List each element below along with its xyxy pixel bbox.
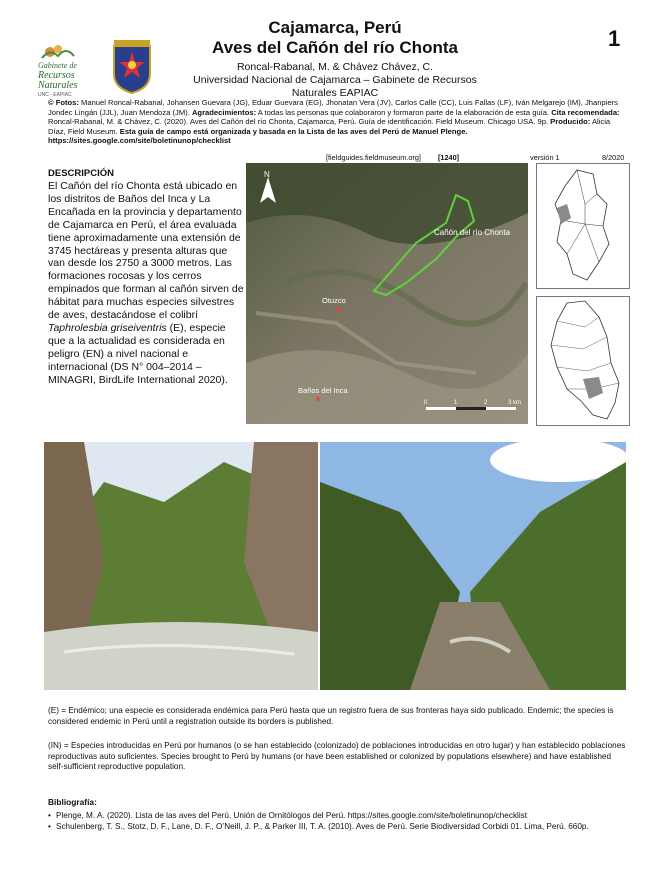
cajamarca-locator-map [536, 163, 630, 289]
gabinete-logo [36, 42, 98, 98]
page-title-location: Cajamarca, Perú [268, 18, 402, 37]
bibliography-list [48, 811, 628, 832]
ack-label: Agradecimientos: [191, 107, 257, 117]
svg-text:N: N [264, 170, 270, 179]
page-number: 1 [608, 26, 621, 51]
page-title-guide: Aves del Cañón del río Chonta [212, 38, 458, 57]
canyon-river-photo-2 [320, 442, 626, 690]
produced-label: Producido: [550, 117, 591, 127]
svg-text:3 km: 3 km [508, 400, 522, 406]
bibliography-item: • Schulenberg, T. S., Stotz, D. F., Lane, D. F., O’Neill, J. P., & Parker III, T. A. (2010). Aves de Perú. Serie Biodiversidad Corbidi 01. Lima, Perú. 660p. [48, 822, 628, 833]
svg-text:Gabinete de: Gabinete de [38, 61, 77, 70]
institution-line-1: Universidad Nacional de Cajamarca – Gabinete de Recursos [193, 74, 477, 86]
svg-text:1: 1 [454, 400, 458, 406]
banos-label: Baños del Inca [298, 386, 348, 395]
species-name: Taphrolesbia griseiventris [48, 321, 167, 334]
banos-marker [316, 397, 320, 401]
institution-line-2: Naturales EAPIAC [291, 87, 379, 99]
introduced-note: (IN) = Especies introducidas en Perú por humanos (o se han establecido (colonizado) de poblaciones introducidas en otro lugar) y han establecido poblaciones reproductivas auto suficientes. Species brought to Perú by humans (or have been established or colonized by populations elsewhere) and have established self-sufficient reproductive population. [48, 741, 626, 771]
institution [150, 74, 520, 100]
checklist-note: Esta guía de campo está organizada y basada en la Lista de las aves del Perú de Manuel Plenge. https://sites.google.com/site/boletinunop/checklist [48, 126, 468, 146]
description-heading: DESCRIPCIÓN [48, 168, 114, 179]
bibliography-item: • Plenge, M. A. (2020). Lista de las aves del Perú. Unión de Ornitólogos del Perú. https://sites.google.com/site/boletinunop/checklist [48, 811, 628, 822]
svg-text:0: 0 [424, 400, 428, 406]
credits-block [48, 98, 628, 146]
peru-locator-map [536, 296, 630, 426]
description-text [48, 180, 244, 387]
study-area-label: Cañón del río Chonta [434, 228, 511, 237]
endemic-note: (E) = Endémico; una especie es considerada endémica para Perú hasta que un registro fuera de sus fronteras haya sido publicado. Endemic; the species is considered endemic in Perú until a registration outside its borders is published. [48, 706, 614, 726]
otuzco-marker [336, 307, 340, 311]
svg-text:2: 2 [484, 400, 488, 406]
site-url: [fieldguides.fieldmuseum.org] [326, 153, 421, 162]
canyon-river-photo-1 [44, 442, 318, 690]
citation-label: Cita recomendada: [551, 107, 620, 117]
description-body-start: El Cañón del río Chonta está ubicado en los distritos de Baños del Inca y La Encañada en la provincia y departamento de Cajamarca en Perú, el área evaluada tiene aproximadamente una extensión de 3745 hectáreas y presenta alturas que van desde los 2750 a 3000 metros. Las formaciones rocosas y los cerros empinados que forman al cañón sirven de hábitat para muchas especies silvestres de aves, destacándose el colibrí [48, 180, 244, 322]
ack-text: A todas las personas que colaboraron y formaron parte de la elaboración de esta guía. [257, 107, 550, 117]
svg-text:Naturales: Naturales [38, 80, 78, 91]
university-crest-logo [110, 38, 154, 94]
produced-text: Alicia Díaz, Field Museum. [48, 117, 611, 136]
guide-id: [1240] [438, 153, 460, 162]
date-label: 8/2020 [602, 153, 625, 162]
photos-label: © Fotos: [48, 98, 79, 107]
description-body-end: (E), especie que a la actualidad es considerada en peligro (EN) a nivel nacional e internacional (DS N° 004–2014 – MINAGRI, BirdLife International 2020). [48, 321, 228, 386]
otuzco-label: Otuzco [322, 296, 346, 305]
bibliography-heading: Bibliografía: [48, 797, 97, 807]
svg-text:Recursos: Recursos [38, 70, 75, 81]
version-label: versión 1 [530, 153, 560, 162]
authors: Roncal-Rabanal, M. & Chávez Chávez, C. [236, 61, 434, 73]
satellite-map [246, 163, 528, 424]
svg-text:UNC - EAPIAC: UNC - EAPIAC [38, 92, 72, 98]
citation-text: Roncal-Rabanal, M. & Chávez, C. (2020). Aves del Cañón del río Chonta, Cajamarca, Perú. Guía de identificación. Field Museum. Chicago USA. 9p. [48, 117, 549, 127]
photos-credits: Manuel Roncal-Rabanal, Johansen Guevara (JG), Eduar Guevara (EG), Jhonatan Vera (JV), Carlos Calle (CC), Luis Fallas (LF), Iván Melgarejo (IM), Jhanpiers Jondec Lingán (JJL), Juan Mendoza (JM). [48, 98, 618, 117]
